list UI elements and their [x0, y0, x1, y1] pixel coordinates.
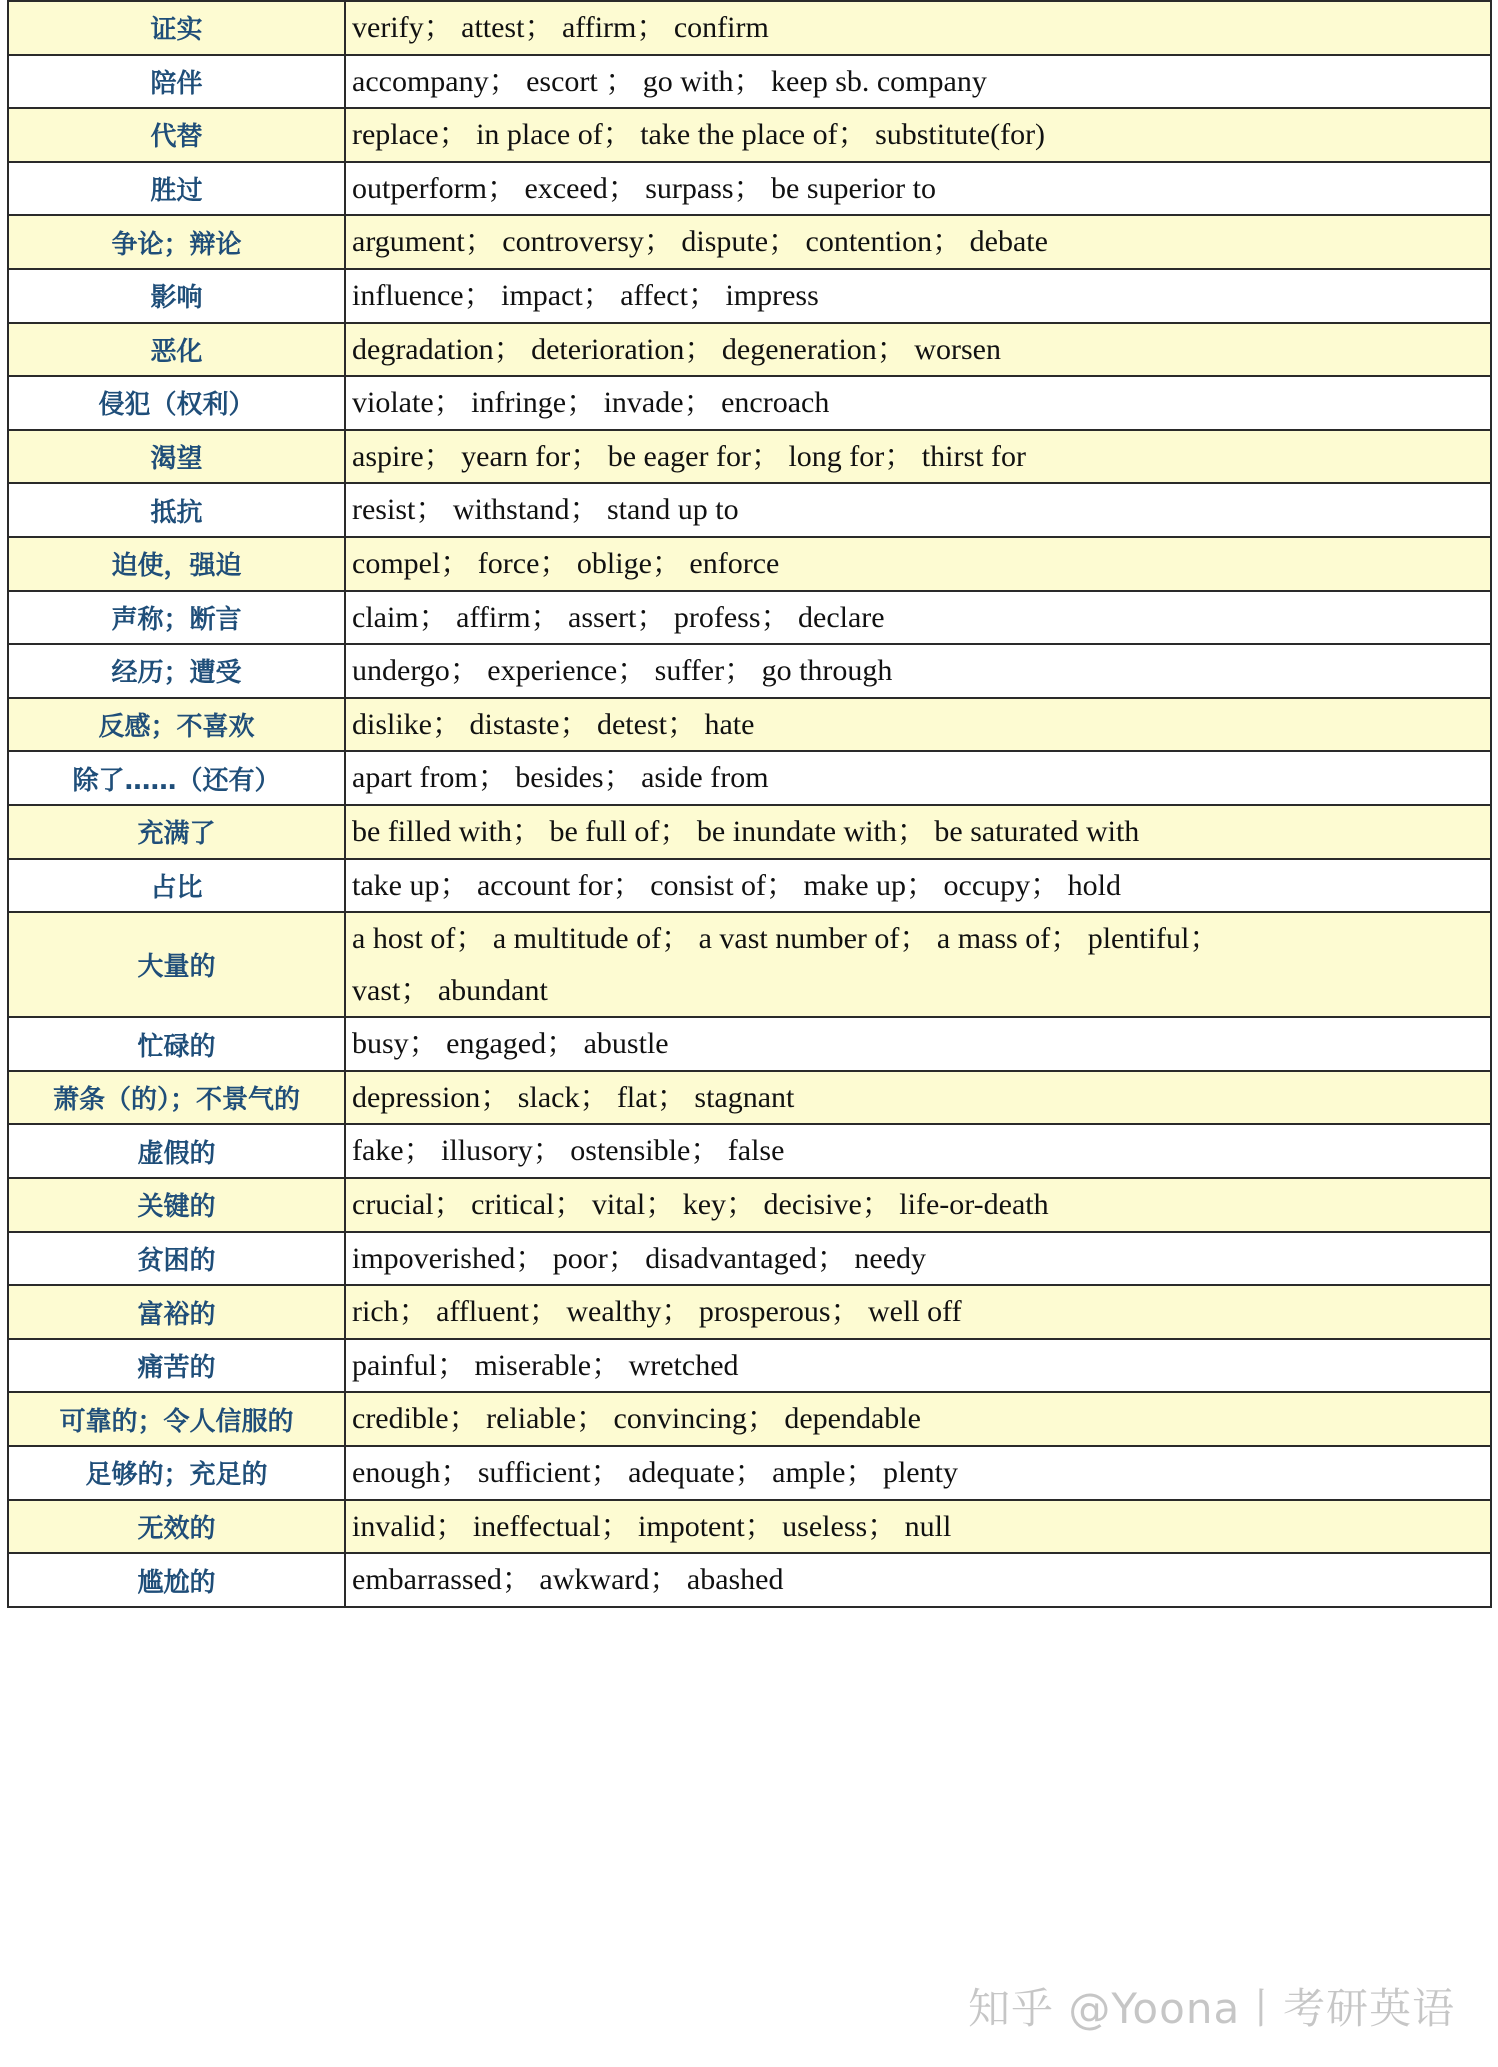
- english-equivalents: [345, 430, 1491, 484]
- chinese-term: 占比: [8, 859, 345, 913]
- english-equivalents: [345, 1017, 1491, 1071]
- english-equivalents: [345, 162, 1491, 216]
- table-row: [8, 1553, 1491, 1607]
- english-equivalents: [345, 859, 1491, 913]
- english-equivalents: [345, 751, 1491, 805]
- table-row: [8, 859, 1491, 913]
- english-line: degradation； deterioration； degeneration； worsen: [352, 332, 1001, 366]
- english-line: fake； illusory； ostensible； false: [352, 1134, 785, 1168]
- english-line: impoverished； poor； disadvantaged； needy: [352, 1241, 927, 1275]
- english-equivalents: [345, 1178, 1491, 1232]
- english-line: claim； affirm； assert； profess； declare: [352, 600, 885, 634]
- chinese-term: 争论；辩论: [8, 215, 345, 269]
- english-equivalents: [345, 1, 1491, 55]
- chinese-term: 足够的；充足的: [8, 1446, 345, 1500]
- english-equivalents: [345, 805, 1491, 859]
- table-row: [8, 698, 1491, 752]
- chinese-term: 证实: [8, 1, 345, 55]
- table-row: [8, 1124, 1491, 1178]
- table-row: [8, 376, 1491, 430]
- english-equivalents: [345, 1553, 1491, 1607]
- english-line: undergo； experience； suffer； go through: [352, 654, 893, 688]
- english-line: verify； attest； affirm； confirm: [352, 11, 769, 44]
- english-equivalents: [345, 644, 1491, 698]
- english-line: busy； engaged； abustle: [352, 1027, 669, 1061]
- table-row: [8, 805, 1491, 859]
- chinese-term: 恶化: [8, 323, 345, 377]
- chinese-term: 痛苦的: [8, 1339, 345, 1393]
- table-row: [8, 430, 1491, 484]
- english-line: argument； controversy； dispute； contention； debate: [352, 225, 1048, 259]
- table-row: [8, 269, 1491, 323]
- english-line: painful； miserable； wretched: [352, 1348, 739, 1382]
- english-equivalents: [345, 215, 1491, 269]
- table-row: [8, 1071, 1491, 1125]
- table-row: [8, 1017, 1491, 1071]
- english-line: replace； in place of； take the place of； substitute(for): [352, 118, 1046, 152]
- english-line: influence； impact； affect； impress: [352, 278, 819, 312]
- chinese-term: 无效的: [8, 1500, 345, 1554]
- english-equivalents: [345, 698, 1491, 752]
- table-row: [8, 483, 1491, 537]
- english-line: compel； force； oblige； enforce: [352, 546, 780, 580]
- chinese-term: 萧条（的）；不景气的: [8, 1071, 345, 1125]
- chinese-term: 迫使，强迫: [8, 537, 345, 591]
- chinese-term: 关键的: [8, 1178, 345, 1232]
- table-row: [8, 1, 1491, 55]
- english-equivalents: [345, 483, 1491, 537]
- table-row: [8, 162, 1491, 216]
- table-row: [8, 1232, 1491, 1286]
- english-line: be filled with； be full of； be inundate with； be saturated with: [352, 814, 1140, 848]
- english-equivalents: [345, 591, 1491, 645]
- english-line: depression； slack； flat； stagnant: [352, 1080, 795, 1114]
- table-row: [8, 1500, 1491, 1554]
- chinese-term: 经历；遭受: [8, 644, 345, 698]
- chinese-term: 可靠的；令人信服的: [8, 1392, 345, 1446]
- english-equivalents: [345, 376, 1491, 430]
- english-equivalents: [345, 912, 1491, 1017]
- english-line: apart from； besides； aside from: [352, 761, 769, 795]
- english-line: take up； account for； consist of； make up； occupy； hold: [352, 868, 1121, 902]
- table-row: [8, 55, 1491, 109]
- english-line: accompany； escort ； go with； keep sb. company: [352, 64, 987, 98]
- chinese-term: 虚假的: [8, 1124, 345, 1178]
- table-row: [8, 1392, 1491, 1446]
- chinese-term: 尴尬的: [8, 1553, 345, 1607]
- english-equivalents: [345, 1446, 1491, 1500]
- english-line: crucial； critical； vital； key； decisive； life-or-death: [352, 1188, 1049, 1222]
- chinese-term: 侵犯（权利）: [8, 376, 345, 430]
- english-equivalents: [345, 537, 1491, 591]
- english-equivalents: [345, 108, 1491, 162]
- table-row: [8, 1446, 1491, 1500]
- english-line: enough； sufficient； adequate； ample； plenty: [352, 1456, 958, 1490]
- chinese-term: 影响: [8, 269, 345, 323]
- english-equivalents: [345, 1500, 1491, 1554]
- table-row: [8, 537, 1491, 591]
- english-line: invalid； ineffectual； impotent； useless； null: [352, 1509, 952, 1543]
- table-row: [8, 751, 1491, 805]
- chinese-term: 胜过: [8, 162, 345, 216]
- english-equivalents: [345, 323, 1491, 377]
- english-line: embarrassed； awkward； abashed: [352, 1563, 784, 1597]
- chinese-term: 贫困的: [8, 1232, 345, 1286]
- chinese-term: 忙碌的: [8, 1017, 345, 1071]
- english-line: a host of； a multitude of； a vast number of； a mass of； plentiful；: [352, 922, 1220, 956]
- english-equivalents: [345, 1285, 1491, 1339]
- vocabulary-table: [7, 0, 1492, 1608]
- vocabulary-table-body: [8, 1, 1491, 1607]
- chinese-term: 富裕的: [8, 1285, 345, 1339]
- english-equivalents: [345, 1071, 1491, 1125]
- chinese-term: 陪伴: [8, 55, 345, 109]
- chinese-term: 渴望: [8, 430, 345, 484]
- table-row: [8, 1339, 1491, 1393]
- english-line: vast； abundant: [352, 973, 548, 1007]
- english-line: dislike； distaste； detest； hate: [352, 707, 755, 741]
- table-row: [8, 912, 1491, 1017]
- table-row: [8, 215, 1491, 269]
- english-line: aspire； yearn for； be eager for； long for； thirst for: [352, 439, 1026, 473]
- zhihu-watermark: 知乎 @Yoona丨考研英语: [968, 1984, 1456, 2033]
- chinese-term: 反感；不喜欢: [8, 698, 345, 752]
- english-equivalents: [345, 1392, 1491, 1446]
- english-equivalents: [345, 1339, 1491, 1393]
- english-line: credible； reliable； convincing； dependable: [352, 1402, 921, 1436]
- chinese-term: 大量的: [8, 912, 345, 1017]
- table-row: [8, 591, 1491, 645]
- chinese-term: 充满了: [8, 805, 345, 859]
- chinese-term: 代替: [8, 108, 345, 162]
- english-line: violate； infringe； invade； encroach: [352, 386, 830, 420]
- table-row: [8, 1178, 1491, 1232]
- chinese-term: 抵抗: [8, 483, 345, 537]
- english-equivalents: [345, 55, 1491, 109]
- table-row: [8, 108, 1491, 162]
- english-line: resist； withstand； stand up to: [352, 493, 739, 527]
- english-equivalents: [345, 1124, 1491, 1178]
- english-equivalents: [345, 1232, 1491, 1286]
- table-row: [8, 1285, 1491, 1339]
- english-equivalents: [345, 269, 1491, 323]
- chinese-term: 声称；断言: [8, 591, 345, 645]
- english-line: outperform； exceed； surpass； be superior to: [352, 171, 937, 205]
- english-line: rich； affluent； wealthy； prosperous； well off: [352, 1295, 962, 1329]
- table-row: [8, 323, 1491, 377]
- chinese-term: 除了……（还有）: [8, 751, 345, 805]
- table-row: [8, 644, 1491, 698]
